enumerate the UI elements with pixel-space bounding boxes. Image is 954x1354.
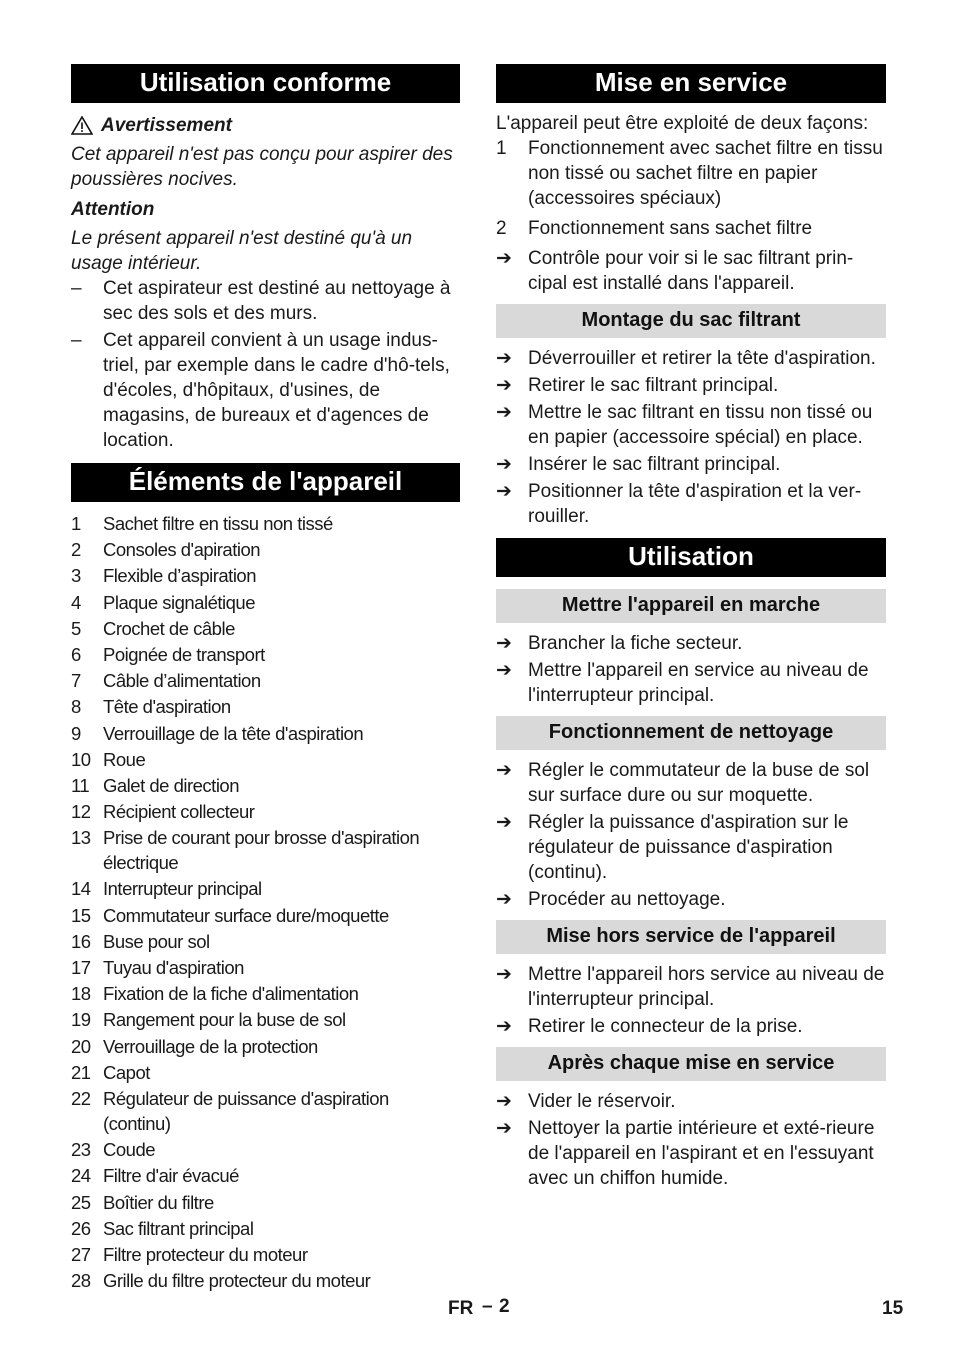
montage-step-text: Positionner la tête d'aspiration et la ver-rouiller. (528, 481, 862, 527)
part-item-text: Régulateur de puissance d'aspiration (continu) (103, 1087, 389, 1134)
part-item-marker: 5 (71, 617, 81, 639)
part-item-text: Boîtier du filtre (103, 1191, 214, 1213)
warning-text: Cet appareil n'est pas conçu pour aspirer des poussières nocives. (71, 144, 453, 190)
part-item-text: Verrouillage de la protection (103, 1035, 318, 1057)
hors-service-step-marker: ➔ (496, 1016, 512, 1037)
left-column (71, 64, 460, 1293)
part-item-marker: 20 (71, 1035, 91, 1057)
hors-service-step-marker: ➔ (496, 964, 512, 985)
montage-step (496, 346, 886, 371)
part-item-text: Filtre protecteur du moteur (103, 1243, 308, 1265)
part-item (71, 1242, 460, 1267)
part-item-marker: 24 (71, 1165, 91, 1187)
part-item-marker: 28 (71, 1270, 91, 1292)
part-item-marker: 8 (71, 696, 81, 718)
part-item (71, 981, 460, 1006)
marche-step-marker: ➔ (496, 633, 512, 654)
part-item-text: Verrouillage de la tête d'aspiration (103, 722, 364, 744)
hors-service-step-text: Mettre l'appareil hors service au niveau de l'interrupteur principal. (528, 964, 885, 1010)
montage-step (496, 452, 886, 477)
montage-steps (496, 346, 886, 529)
marche-step (496, 631, 886, 656)
part-item-text: Filtre d'air évacué (103, 1165, 239, 1187)
part-item-marker: 2 (71, 539, 81, 561)
part-item-text: Câble d’alimentation (103, 670, 261, 692)
part-item-text: Fixation de la fiche d'alimentation (103, 983, 359, 1005)
subheading-hors-service: Mise hors service de l'appareil (496, 920, 886, 954)
usage-list (71, 276, 460, 453)
part-item (71, 1190, 460, 1215)
subheading-apres: Après chaque mise en service (496, 1047, 886, 1081)
part-item-text: Sachet filtre en tissu non tissé (103, 513, 333, 534)
part-item (71, 563, 460, 588)
attention-text: Le présent appareil n'est destiné qu'à un usage intérieur. (71, 228, 413, 274)
montage-step (496, 373, 886, 398)
marche-step-marker: ➔ (496, 660, 512, 681)
montage-step-marker: ➔ (496, 481, 512, 502)
usage-item-text: Cet aspirateur est destiné au nettoyage à sec des sols et des murs. (103, 278, 451, 324)
part-item (71, 1034, 460, 1059)
apres-step-text: Nettoyer la partie intérieure et exté-rieure de l'appareil en l'aspirant et en l'essuyant avec un chiffon humide. (528, 1118, 875, 1189)
part-item (71, 1216, 460, 1241)
part-item (71, 929, 460, 954)
section-heading-elements: Éléments de l'appareil (71, 463, 460, 502)
part-item-text: Roue (103, 748, 146, 770)
part-item (71, 1086, 460, 1136)
footer-page-number: 15 (882, 1298, 904, 1319)
part-item-text: Plaque signalétique (103, 591, 255, 613)
part-item (71, 1007, 460, 1032)
montage-step-text: Insérer le sac filtrant principal. (528, 454, 781, 475)
intro-text: L'appareil peut être exploité de deux façons: (496, 113, 869, 134)
mode-item-marker: 2 (496, 218, 507, 239)
part-item-text: Consoles d'apiration (103, 539, 261, 561)
footer-language: FR (448, 1298, 474, 1319)
apres-step-marker: ➔ (496, 1118, 512, 1139)
subheading-montage: Montage du sac filtrant (496, 304, 886, 338)
part-item (71, 799, 460, 824)
nettoyage-step (496, 810, 886, 885)
marche-steps (496, 631, 886, 708)
montage-step-text: Déverrouiller et retirer la tête d'aspiration. (528, 348, 876, 369)
marche-step (496, 658, 886, 708)
montage-step-text: Mettre le sac filtrant en tissu non tissé ou en papier (accessoire spécial) en place. (528, 402, 873, 448)
part-item-text: Interrupteur principal (103, 878, 262, 900)
footer-dash: – (482, 1296, 493, 1317)
montage-step-marker: ➔ (496, 348, 512, 369)
usage-item-text: Cet appareil convient à un usage indus-triel, par exemple dans le cadre d'hô-tels, d'écoles, d'hôpitaux, d'usines, de magasins, de bureaux et d'agences de location. (103, 330, 450, 451)
part-item-marker: 22 (71, 1087, 91, 1109)
subheading-nettoyage: Fonctionnement de nettoyage (496, 716, 886, 750)
part-item-marker: 1 (71, 513, 81, 534)
montage-step-marker: ➔ (496, 375, 512, 396)
part-item-marker: 4 (71, 591, 81, 613)
part-item-marker: 9 (71, 722, 81, 744)
mode-item-text: Contrôle pour voir si le sac filtrant prin-cipal est installé dans l'appareil. (528, 248, 854, 294)
section-heading-utilisation-conforme: Utilisation conforme (71, 64, 460, 103)
montage-step-marker: ➔ (496, 402, 512, 423)
marche-step-text: Brancher la fiche secteur. (528, 633, 743, 654)
part-item-text: Flexible d’aspiration (103, 565, 257, 587)
section-heading-mise-en-service: Mise en service (496, 64, 886, 103)
nettoyage-step-text: Régler la puissance d'aspiration sur le régulateur de puissance d'aspiration (continu). (528, 812, 849, 883)
part-item-marker: 13 (71, 827, 91, 849)
part-item-text: Tête d'aspiration (103, 696, 231, 718)
warning-line (71, 113, 460, 138)
part-item-marker: 11 (71, 774, 90, 796)
nettoyage-step (496, 758, 886, 808)
part-item-marker: 7 (71, 670, 81, 692)
apres-step-marker: ➔ (496, 1091, 512, 1112)
mode-item-text: Fonctionnement sans sachet filtre (528, 218, 813, 239)
montage-step-marker: ➔ (496, 454, 512, 475)
footer-section-number: 2 (499, 1296, 510, 1317)
warning-triangle-icon (71, 116, 93, 135)
apres-step-text: Vider le réservoir. (528, 1091, 676, 1112)
part-item-text: Galet de direction (103, 774, 240, 796)
part-item (71, 1060, 460, 1085)
part-item-marker: 27 (71, 1243, 91, 1265)
part-item-marker: 6 (71, 643, 81, 665)
part-item (71, 773, 460, 798)
right-column (496, 64, 886, 1191)
part-item-text: Prise de courant pour brosse d'aspiration électrique (103, 827, 420, 874)
part-item (71, 694, 460, 719)
mode-item-text: Fonctionnement avec sachet filtre en tissu non tissé ou sachet filtre en papier (accessoires spéciaux) (528, 138, 883, 209)
mode-item (496, 216, 886, 241)
apres-steps (496, 1089, 886, 1191)
part-item-marker: 26 (71, 1217, 91, 1239)
usage-item (71, 328, 460, 453)
modes-list (496, 136, 886, 296)
mode-item (496, 136, 886, 211)
part-item (71, 668, 460, 693)
part-item (71, 642, 460, 667)
parts-list (71, 511, 460, 1293)
usage-item (71, 276, 460, 326)
usage-item-marker: – (71, 330, 82, 351)
part-item-text: Grille du filtre protecteur du moteur (103, 1270, 371, 1292)
apres-step (496, 1089, 886, 1114)
marche-step-text: Mettre l'appareil en service au niveau de l'interrupteur principal. (528, 660, 869, 706)
nettoyage-step-marker: ➔ (496, 812, 512, 833)
nettoyage-step-marker: ➔ (496, 889, 512, 910)
part-item-text: Récipient collecteur (103, 801, 255, 823)
mode-item-marker: 1 (496, 138, 507, 159)
apres-step (496, 1116, 886, 1191)
part-item-text: Poignée de transport (103, 643, 265, 665)
section-heading-utilisation: Utilisation (496, 538, 886, 577)
part-item (71, 511, 460, 536)
montage-step (496, 479, 886, 529)
nettoyage-step (496, 887, 886, 912)
part-item-marker: 21 (71, 1061, 91, 1083)
hors-service-step (496, 1014, 886, 1039)
hors-service-step (496, 962, 886, 1012)
part-item (71, 1268, 460, 1293)
part-item (71, 721, 460, 746)
part-item-marker: 17 (71, 957, 91, 978)
part-item-marker: 23 (71, 1139, 91, 1161)
nettoyage-step-text: Procéder au nettoyage. (528, 889, 726, 910)
part-item-text: Buse pour sol (103, 930, 210, 952)
usage-item-marker: – (71, 278, 82, 299)
subheading-marche: Mettre l'appareil en marche (496, 589, 886, 623)
part-item-marker: 18 (71, 983, 91, 1005)
part-item-text: Coude (103, 1139, 156, 1161)
part-item-marker: 19 (71, 1009, 91, 1031)
nettoyage-step-text: Régler le commutateur de la buse de sol sur surface dure ou sur moquette. (528, 760, 870, 806)
part-item (71, 876, 460, 901)
part-item (71, 1137, 460, 1162)
attention-title: Attention (71, 199, 155, 220)
part-item (71, 616, 460, 641)
part-item-marker: 10 (71, 748, 91, 770)
part-item-text: Crochet de câble (103, 617, 235, 639)
part-item-text: Commutateur surface dure/moquette (103, 904, 389, 926)
part-item-text: Rangement pour la buse de sol (103, 1009, 346, 1031)
hors-service-step-text: Retirer le connecteur de la prise. (528, 1016, 803, 1037)
part-item (71, 903, 460, 928)
mode-item (496, 246, 886, 296)
part-item-text: Capot (103, 1061, 150, 1083)
part-item (71, 537, 460, 562)
montage-step (496, 400, 886, 450)
nettoyage-step-marker: ➔ (496, 760, 512, 781)
part-item-marker: 3 (71, 565, 81, 587)
mode-item-marker: ➔ (496, 248, 512, 269)
part-item (71, 825, 460, 875)
montage-step-text: Retirer le sac filtrant principal. (528, 375, 779, 396)
part-item-text: Sac filtrant principal (103, 1217, 254, 1239)
part-item-marker: 25 (71, 1191, 91, 1213)
warning-title: Avertissement (101, 115, 232, 136)
part-item (71, 590, 460, 615)
part-item-marker: 12 (71, 801, 91, 823)
part-item-marker: 15 (71, 904, 91, 926)
nettoyage-steps (496, 758, 886, 912)
part-item-marker: 14 (71, 878, 91, 900)
hors-service-steps (496, 962, 886, 1039)
part-item-text: Tuyau d'aspiration (103, 957, 244, 978)
part-item (71, 747, 460, 772)
part-item (71, 1163, 460, 1188)
part-item-marker: 16 (71, 930, 91, 952)
part-item (71, 955, 460, 980)
